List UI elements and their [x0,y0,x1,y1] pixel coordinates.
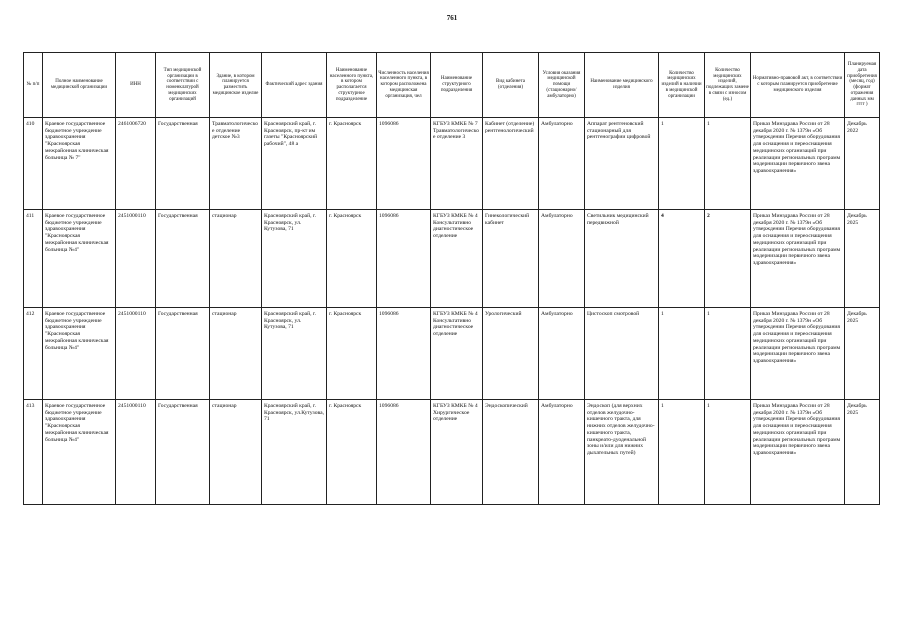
column-header: № п/п [24,53,43,118]
column-header: Тип медицинской организации в соответствии с номенклатурой медицинских организаций [156,53,210,118]
cell-qty-have: 1 [659,118,705,210]
cell-locality: г. Красноярск [327,118,377,210]
cell-device: Аппарат рентгеновский стационарный для рентгенографии цифровой [585,118,659,210]
cell-date: Декабрь 2022 [845,118,880,210]
column-header: Полное наименование медицинской организации [43,53,116,118]
cell-building: стационар [210,308,262,400]
column-header: Наименование населенного пункта, в котором располагается структурное подразделение [327,53,377,118]
cell-type: Государственная [156,400,210,505]
table-row [24,118,880,210]
cell-num: 411 [24,210,43,308]
cell-conditions: Амбулаторно [539,308,585,400]
column-header: Нормативно-правовой акт, в соответствии с которым планируется приобретение медицинского изделия [751,53,845,118]
cell-date: Декабрь 2025 [845,400,880,505]
cell-device: Светильник медицинский передвижной [585,210,659,308]
cell-act: Приказ Минздрава России от 28 декабря 2020 г. № 1379н «Об утверждении Перечня оборудования для оснащения и переоснащения медицинских организаций при реализации региональных программ модернизации первичного звена здравоохранения» [751,308,845,400]
column-header: Количество медицинских изделий, подлежащих замене в связи с износом (ед.) [705,53,751,118]
cell-address: Красноярский край, г. Красноярск, ул. Кутузова, 71 [262,308,327,400]
cell-subdivision: КГБУЗ КМКБ № 4 Консультативно диагностическое отделение [431,210,483,308]
cell-type: Государственная [156,210,210,308]
column-header: Наименование медицинского изделия [585,53,659,118]
cell-room: Эндоскопический [483,400,539,505]
cell-qty-replace: 1 [705,308,751,400]
cell-subdivision: КГБУЗ КМКБ № 4 Хирургическое отделение [431,400,483,505]
cell-room: Гинекологический кабинет [483,210,539,308]
cell-address: Красноярский край, г. Красноярск, ул. Кутузова, 71 [262,210,327,308]
cell-inn: 2451000110 [116,308,156,400]
cell-qty-replace: 2 [705,210,751,308]
equipment-table [23,52,880,505]
cell-qty-replace: 1 [705,118,751,210]
cell-org: Краевое государственное бюджетное учреждение здравоохранения "Красноярская межрайонная клиническая больница № 7" [43,118,116,210]
cell-qty-have: 1 [659,400,705,505]
cell-locality: г. Красноярск [327,400,377,505]
cell-num: 413 [24,400,43,505]
cell-conditions: Амбулаторно [539,400,585,505]
cell-address: Красноярский край, г. Красноярск, пр-кт им газеты "Красноярский рабочий", 48 а [262,118,327,210]
column-header: Численность населения населенного пункта, в котором расположена медицинская организация, чел [377,53,431,118]
cell-building: Травматологическое отделение детское №3 [210,118,262,210]
cell-act: Приказ Минздрава России от 28 декабря 2020 г. № 1379н «Об утверждении Перечня оборудования для оснащения и переоснащения медицинских организаций при реализации региональных программ модернизации первичного звена здравоохранения» [751,118,845,210]
cell-population: 1096086 [377,210,431,308]
column-header: Здание, в котором планируется разместить медицинское изделие [210,53,262,118]
cell-num: 410 [24,118,43,210]
cell-building: стационар [210,210,262,308]
column-header: Планируемая дата приобретения (месяц, год) (формат отражения данных мм гггг ) [845,53,880,118]
column-header: ИНН [116,53,156,118]
cell-room: Урологический [483,308,539,400]
cell-type: Государственная [156,118,210,210]
cell-qty-replace: 1 [705,400,751,505]
table-row [24,308,880,400]
table-header-row [24,53,880,118]
cell-org: Краевое государственное бюджетное учреждение здравоохранения "Красноярская межрайонная клиническая больница №4" [43,210,116,308]
cell-inn: 2451000110 [116,400,156,505]
cell-room: Кабинет (отделение) рентгенологический [483,118,539,210]
page-number: 761 [446,14,458,22]
cell-date: Декабрь 2025 [845,308,880,400]
cell-conditions: Амбулаторно [539,118,585,210]
cell-population: 1096086 [377,118,431,210]
column-header: Количество медицинских изделий в наличии в медицинской организации [659,53,705,118]
cell-locality: г. Красноярск [327,210,377,308]
cell-date: Декабрь 2025 [845,210,880,308]
cell-qty-have: 4 [659,210,705,308]
cell-type: Государственная [156,308,210,400]
cell-num: 412 [24,308,43,400]
cell-act: Приказ Минздрава России от 28 декабря 2020 г. № 1379н «Об утверждении Перечня оборудования для оснащения и переоснащения медицинских организаций при реализации региональных программ модернизации первичного звена здравоохранения» [751,400,845,505]
cell-subdivision: КГБУЗ КМКБ № 4 Консультативно диагностическое отделение [431,308,483,400]
cell-subdivision: КГБУЗ КМКБ № 7 Травматологическое отделение 3 [431,118,483,210]
cell-building: стационар [210,400,262,505]
cell-device: Эндоскоп (для верхних отделов желудочно-кишечного тракта, для нижних отделов желудочно-кишечного тракта, панкреато-дуоденальной зоны и/или для нижних дыхательных путей) [585,400,659,505]
cell-inn: 2451000110 [116,210,156,308]
cell-conditions: Амбулаторно [539,210,585,308]
cell-population: 1096086 [377,308,431,400]
cell-device: Цистоскоп смотровой [585,308,659,400]
table-row [24,400,880,505]
cell-address: Красноярский край, г. Красноярск, ул.Кутузова, 71 [262,400,327,505]
cell-inn: 2461006720 [116,118,156,210]
cell-locality: г. Красноярск [327,308,377,400]
cell-act: Приказ Минздрава России от 28 декабря 2020 г. № 1379н «Об утверждении Перечня оборудования для оснащения и переоснащения медицинских организаций при реализации региональных программ модернизации первичного звена здравоохранения» [751,210,845,308]
column-header: Наименование структурного подразделения [431,53,483,118]
column-header: Условия оказания медицинской помощи (стационарно/ амбулаторно) [539,53,585,118]
table-row [24,210,880,308]
cell-qty-have: 1 [659,308,705,400]
cell-population: 1096086 [377,400,431,505]
cell-org: Краевое государственное бюджетное учреждение здравоохранения "Красноярская межрайонная клиническая больница №4" [43,308,116,400]
column-header: Фактический адрес здания [262,53,327,118]
cell-org: Краевое государственное бюджетное учреждение здравоохранения "Красноярская межрайонная клиническая больница №4" [43,400,116,505]
column-header: Вид кабинета (отделения) [483,53,539,118]
